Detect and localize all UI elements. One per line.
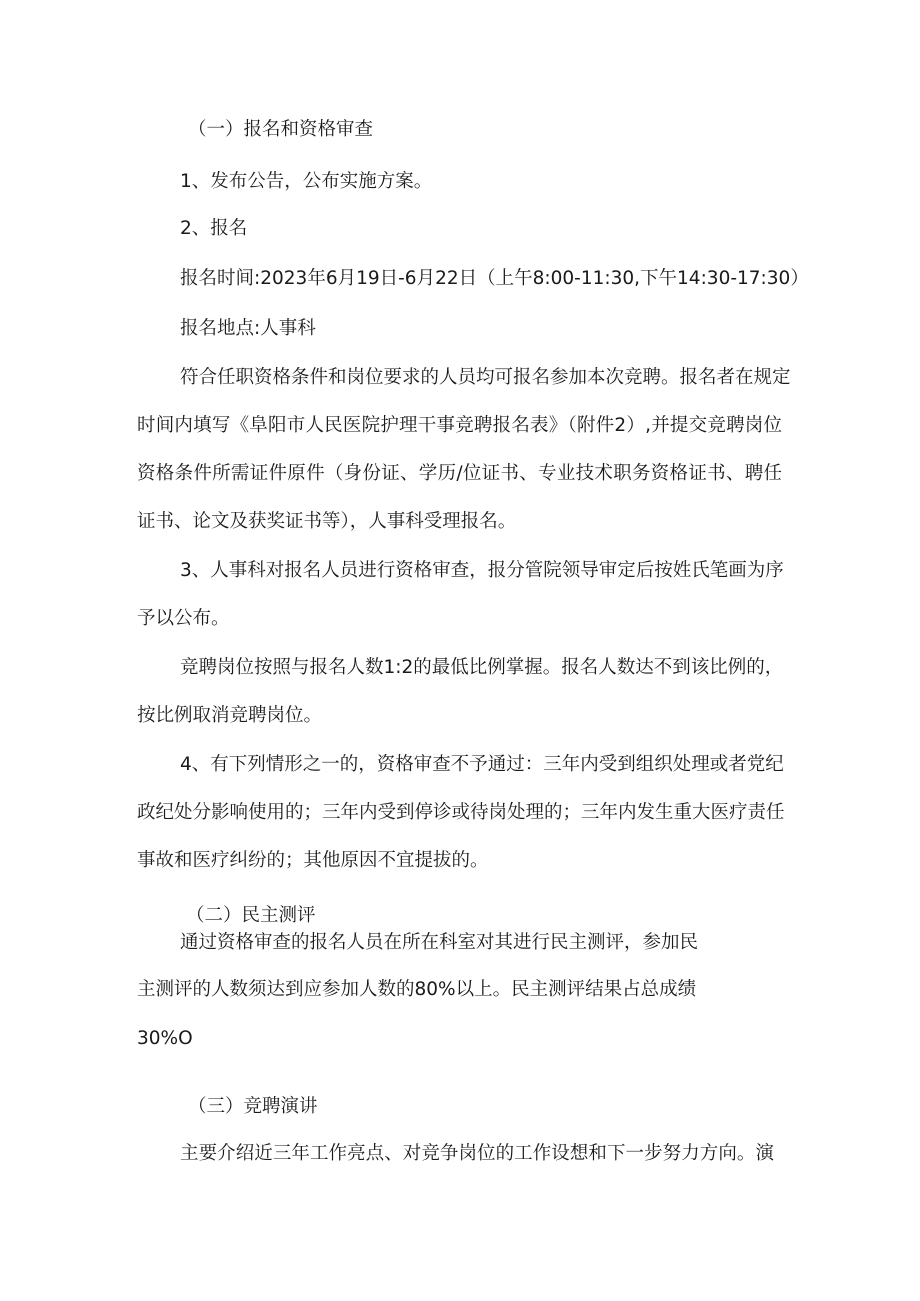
registration-place: 报名地点:人事科: [180, 318, 316, 339]
para1-line: 时间内填写《阜阳市人民医院护理干事竞聘报名表》（附件2）,并提交竞聘岗位: [137, 415, 782, 436]
section2-line: 30%O: [137, 1028, 193, 1049]
para2-line: 按比例取消竞聘岗位。: [137, 705, 323, 726]
section1-heading: （一）报名和资格审查: [188, 119, 374, 140]
registration-time: 报名时间:2023年6月19日-6月22日（上午8:00-11:30,下午14:30-17:30）: [180, 268, 809, 289]
para1-line: 符合任职资格条件和岗位要求的人员均可报名参加本次竞聘。报名者在规定: [180, 367, 791, 388]
item-4-line: 4、有下列情形之一的，资格审查不予通过：三年内受到组织处理或者党纪: [180, 754, 784, 775]
para1-line: 证书、论文及获奖证书等），人事科受理报名。: [137, 511, 517, 532]
section2-heading: （二）民主测评: [186, 905, 316, 926]
item-1: 1、发布公告，公布实施方案。: [180, 171, 433, 192]
item-2: 2、报名: [180, 218, 248, 239]
section3-heading: （三）竞聘演讲: [188, 1096, 318, 1117]
section2-line: 通过资格审查的报名人员在所在科室对其进行民主测评，参加民: [180, 932, 699, 953]
item-3-line: 予以公布。: [137, 608, 230, 629]
para1-line: 资格条件所需证件原件（身份证、学历/位证书、专业技术职务资格证书、聘任: [137, 463, 782, 484]
item-4-line: 事故和医疗纠纷的；其他原因不宜提拔的。: [137, 850, 489, 871]
section2-line: 主测评的人数须达到应参加人数的80%以上。民主测评结果占总成绩: [137, 979, 697, 1000]
item-4-line: 政纪处分影响使用的；三年内受到停诊或待岗处理的；三年内发生重大医疗责任: [137, 802, 785, 823]
section3-line: 主要介绍近三年工作亮点、对竞争岗位的工作设想和下一步努力方向。演: [180, 1143, 774, 1164]
para2-line: 竞聘岗位按照与报名人数1:2的最低比例掌握。报名人数达不到该比例的，: [180, 657, 784, 678]
item-3-line: 3、人事科对报名人员进行资格审查，报分管院领导审定后按姓氏笔画为序: [180, 560, 784, 581]
